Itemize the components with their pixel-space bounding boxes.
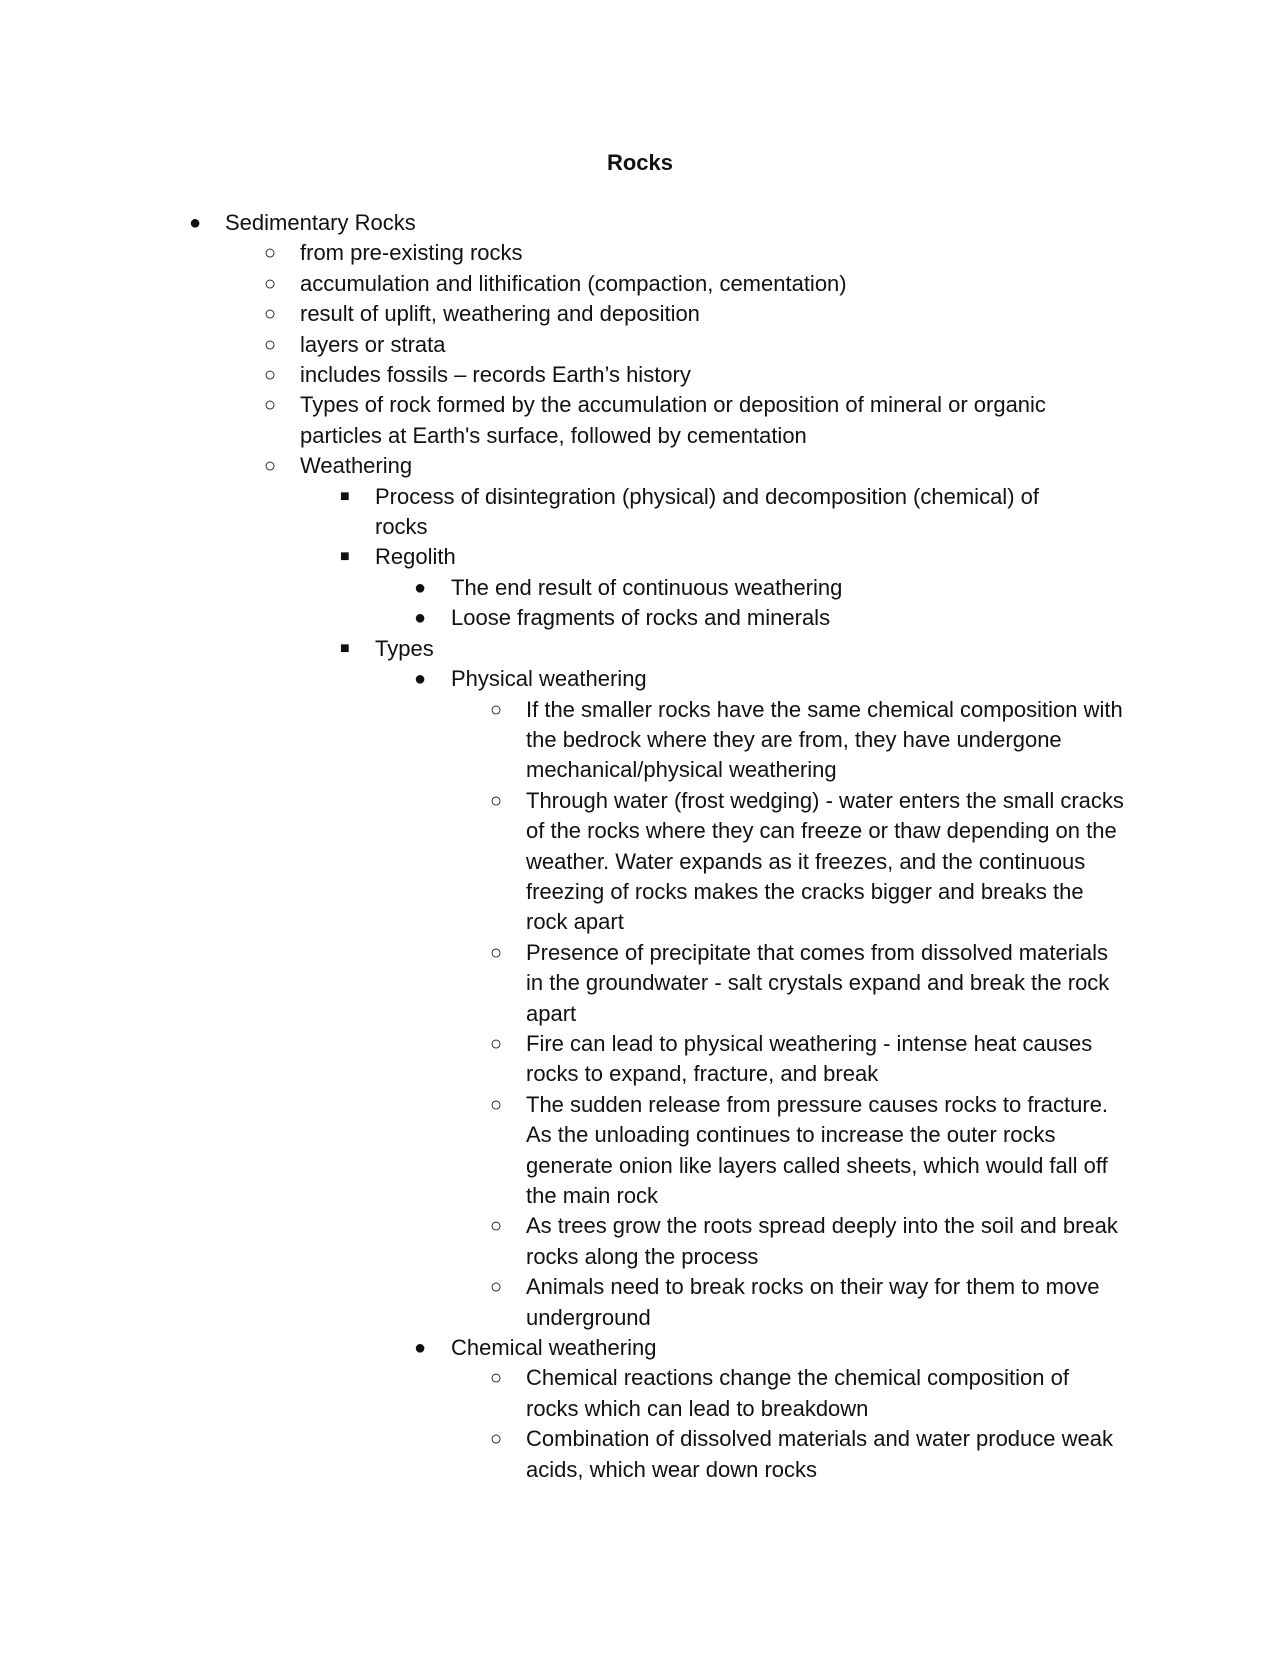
- bullet-circle-icon: ○: [490, 1367, 503, 1390]
- outline-item: [0, 603, 1091, 633]
- outline-item: [0, 269, 1100, 299]
- bullet-circle-icon: ○: [490, 1276, 503, 1299]
- outline-item: [0, 1424, 1126, 1485]
- bullet-circle-icon: ○: [264, 333, 277, 356]
- outline-item-text: Types: [375, 635, 434, 661]
- bullet-circle-icon: ○: [490, 1215, 503, 1238]
- outline-item-text: Process of disintegration (physical) and decomposition (chemical) of rocks: [375, 483, 1039, 540]
- outline-item: [0, 573, 1091, 603]
- outline-item-text: layers or strata: [300, 331, 446, 357]
- outline-item-text: Combination of dissolved materials and water produce weak acids, which wear down rocks: [526, 1426, 1113, 1482]
- outline-item-text: Weathering: [300, 453, 413, 479]
- bullet-disc-icon: ●: [414, 607, 427, 630]
- outline-item-text: If the smaller rocks have the same chemical composition with the bedrock where they are from, they have undergone mechanical/physical weathering: [526, 696, 1123, 783]
- outline-item: [0, 238, 1100, 268]
- outline-item-text: from pre-existing rocks: [300, 240, 523, 266]
- outline-item-text: Types of rock formed by the accumulation or deposition of mineral or organic particles at Earth's surface, followed by cementation: [300, 392, 1046, 448]
- bullet-disc-icon: ●: [414, 1337, 427, 1360]
- outline-item-text: As trees grow the roots spread deeply into the soil and break rocks along the process: [526, 1213, 1118, 1269]
- outline-item-text: Loose fragments of rocks and minerals: [451, 605, 831, 631]
- outline-item-text: Fire can lead to physical weathering - intense heat causes rocks to expand, fracture, and break: [526, 1030, 1093, 1087]
- bullet-square-icon: ■: [340, 639, 350, 657]
- outline-item-text: Sedimentary Rocks: [225, 210, 416, 235]
- outline-item-text: accumulation and lithification (compaction, cementation): [300, 270, 847, 296]
- outline-item-text: Regolith: [375, 544, 456, 570]
- bullet-circle-icon: ○: [264, 364, 277, 387]
- outline-item: [0, 695, 1126, 786]
- outline-item: [0, 390, 1100, 451]
- outline-item-text: Chemical reactions change the chemical composition of rocks which can lead to breakdown: [526, 1365, 1069, 1421]
- bullet-disc-icon: ●: [414, 668, 427, 691]
- outline-item: [0, 1333, 1091, 1363]
- outline-item-text: Physical weathering: [451, 666, 647, 692]
- outline-item: [0, 786, 1126, 938]
- bullet-square-icon: ■: [340, 487, 350, 505]
- outline-item: [0, 482, 1075, 543]
- outline-item-text: The sudden release from pressure causes rocks to fracture. As the unloading continues to increase the outer rocks generate onion like layers called sheets, which would fall off the main rock: [526, 1091, 1109, 1208]
- outline-item: [0, 1029, 1126, 1090]
- outline-item-text: Chemical weathering: [451, 1335, 657, 1361]
- bullet-circle-icon: ○: [490, 1428, 503, 1451]
- bullet-square-icon: ■: [340, 548, 350, 566]
- bullet-circle-icon: ○: [264, 242, 277, 265]
- bullet-circle-icon: ○: [490, 941, 503, 964]
- outline-item-text: result of uplift, weathering and deposition: [300, 301, 700, 327]
- outline-item: [0, 208, 1125, 238]
- outline-list: [0, 208, 1280, 1485]
- outline-item-text: The end result of continuous weathering: [451, 574, 843, 600]
- outline-item-text: Through water (frost wedging) - water enters the small cracks of the rocks where they can freeze or thaw depending on the weather. Water expands as it freezes, and the continuous freezing of rocks makes the cracks bigger and breaks the rock apart: [526, 787, 1124, 935]
- outline-item: [0, 634, 1075, 664]
- page-title: Rocks: [606, 150, 674, 175]
- outline-item-text: Presence of precipitate that comes from dissolved materials in the groundwater - salt crystals expand and break the rock apart: [526, 939, 1110, 1026]
- outline-item: [0, 542, 1075, 572]
- bullet-circle-icon: ○: [264, 455, 277, 478]
- bullet-circle-icon: ○: [264, 272, 277, 295]
- outline-item: [0, 1211, 1126, 1272]
- outline-item: [0, 664, 1091, 694]
- outline-item: [0, 1272, 1126, 1333]
- outline-item: [0, 1363, 1126, 1424]
- outline-item: [0, 360, 1100, 390]
- bullet-circle-icon: ○: [490, 789, 503, 812]
- outline-item: [0, 299, 1100, 329]
- outline-item: [0, 938, 1126, 1029]
- outline-item: [0, 451, 1100, 481]
- bullet-disc-icon: ●: [414, 576, 427, 599]
- outline-item-text: includes fossils – records Earth’s history: [300, 362, 691, 388]
- bullet-disc-icon: ●: [189, 212, 202, 234]
- outline-item-text: Animals need to break rocks on their way for them to move underground: [526, 1274, 1100, 1330]
- bullet-circle-icon: ○: [490, 1093, 503, 1116]
- outline-item: [0, 1090, 1126, 1212]
- bullet-circle-icon: ○: [264, 303, 277, 326]
- bullet-circle-icon: ○: [264, 394, 277, 417]
- bullet-circle-icon: ○: [490, 1032, 503, 1055]
- bullet-circle-icon: ○: [490, 698, 503, 721]
- outline-item: [0, 330, 1100, 360]
